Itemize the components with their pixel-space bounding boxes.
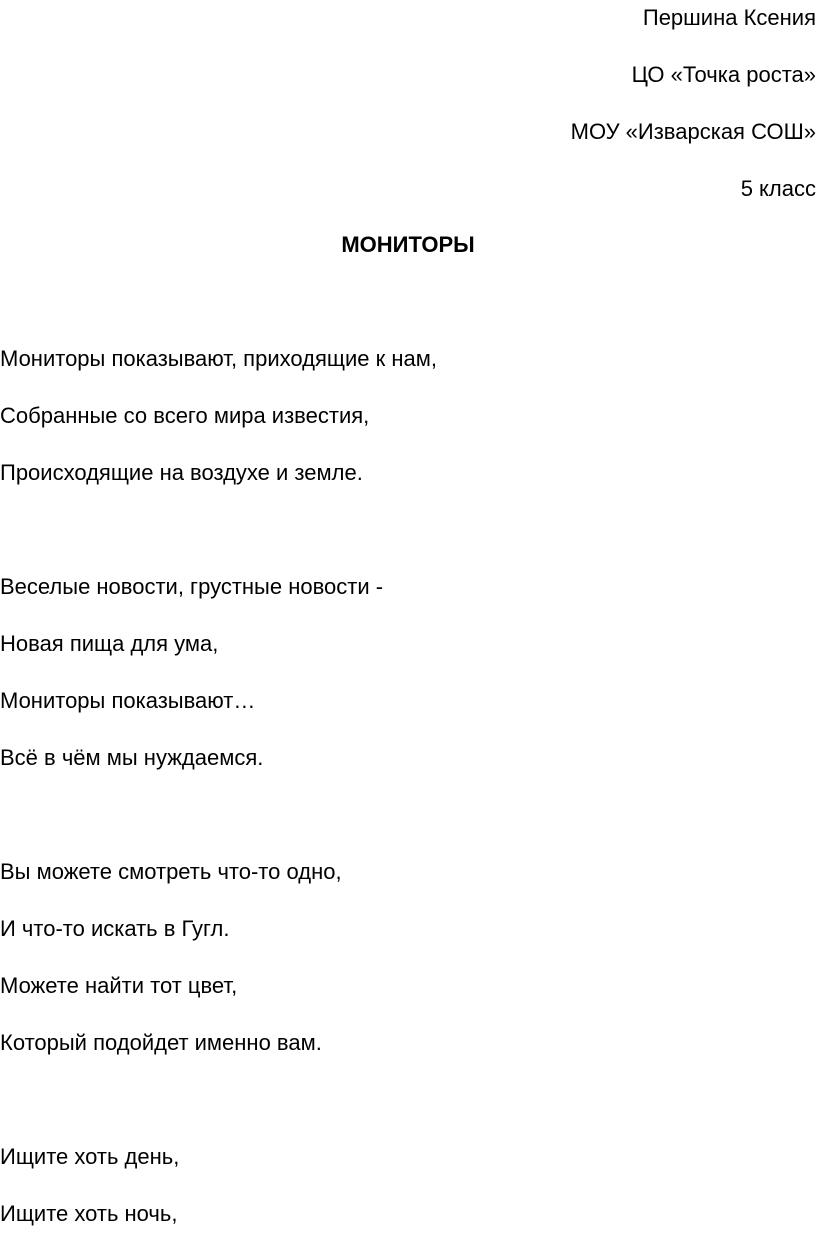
poem-line: Можете найти тот цвет, xyxy=(0,973,238,998)
poem-line: Мониторы показывают, приходящие к нам, xyxy=(0,346,437,371)
poem-line: Собранные со всего мира известия, xyxy=(0,403,370,428)
poem-line: Новая пища для ума, xyxy=(0,631,219,656)
grade-label: 5 класс xyxy=(740,176,816,201)
poem-line: Который подойдет именно вам. xyxy=(0,1030,322,1055)
poem-line: Всё в чём мы нуждаемся. xyxy=(0,745,264,770)
poem-line: Мониторы показывают… xyxy=(0,688,256,713)
poem-line: И что-то искать в Гугл. xyxy=(0,916,230,941)
poem-line: Веселые новости, грустные новости - xyxy=(0,574,384,599)
author-name: Першина Ксения xyxy=(642,5,816,30)
poem-line: Происходящие на воздухе и земле. xyxy=(0,460,363,485)
poem-line: Вы можете смотреть что-то одно, xyxy=(0,859,342,884)
poem-line: Ищите хоть день, xyxy=(0,1144,180,1169)
center-name: ЦО «Точка роста» xyxy=(631,62,816,87)
school-name: МОУ «Изварская СОШ» xyxy=(570,119,816,144)
poem-line: Ищите хоть ночь, xyxy=(0,1201,178,1226)
poem-title: МОНИТОРЫ xyxy=(341,232,475,257)
